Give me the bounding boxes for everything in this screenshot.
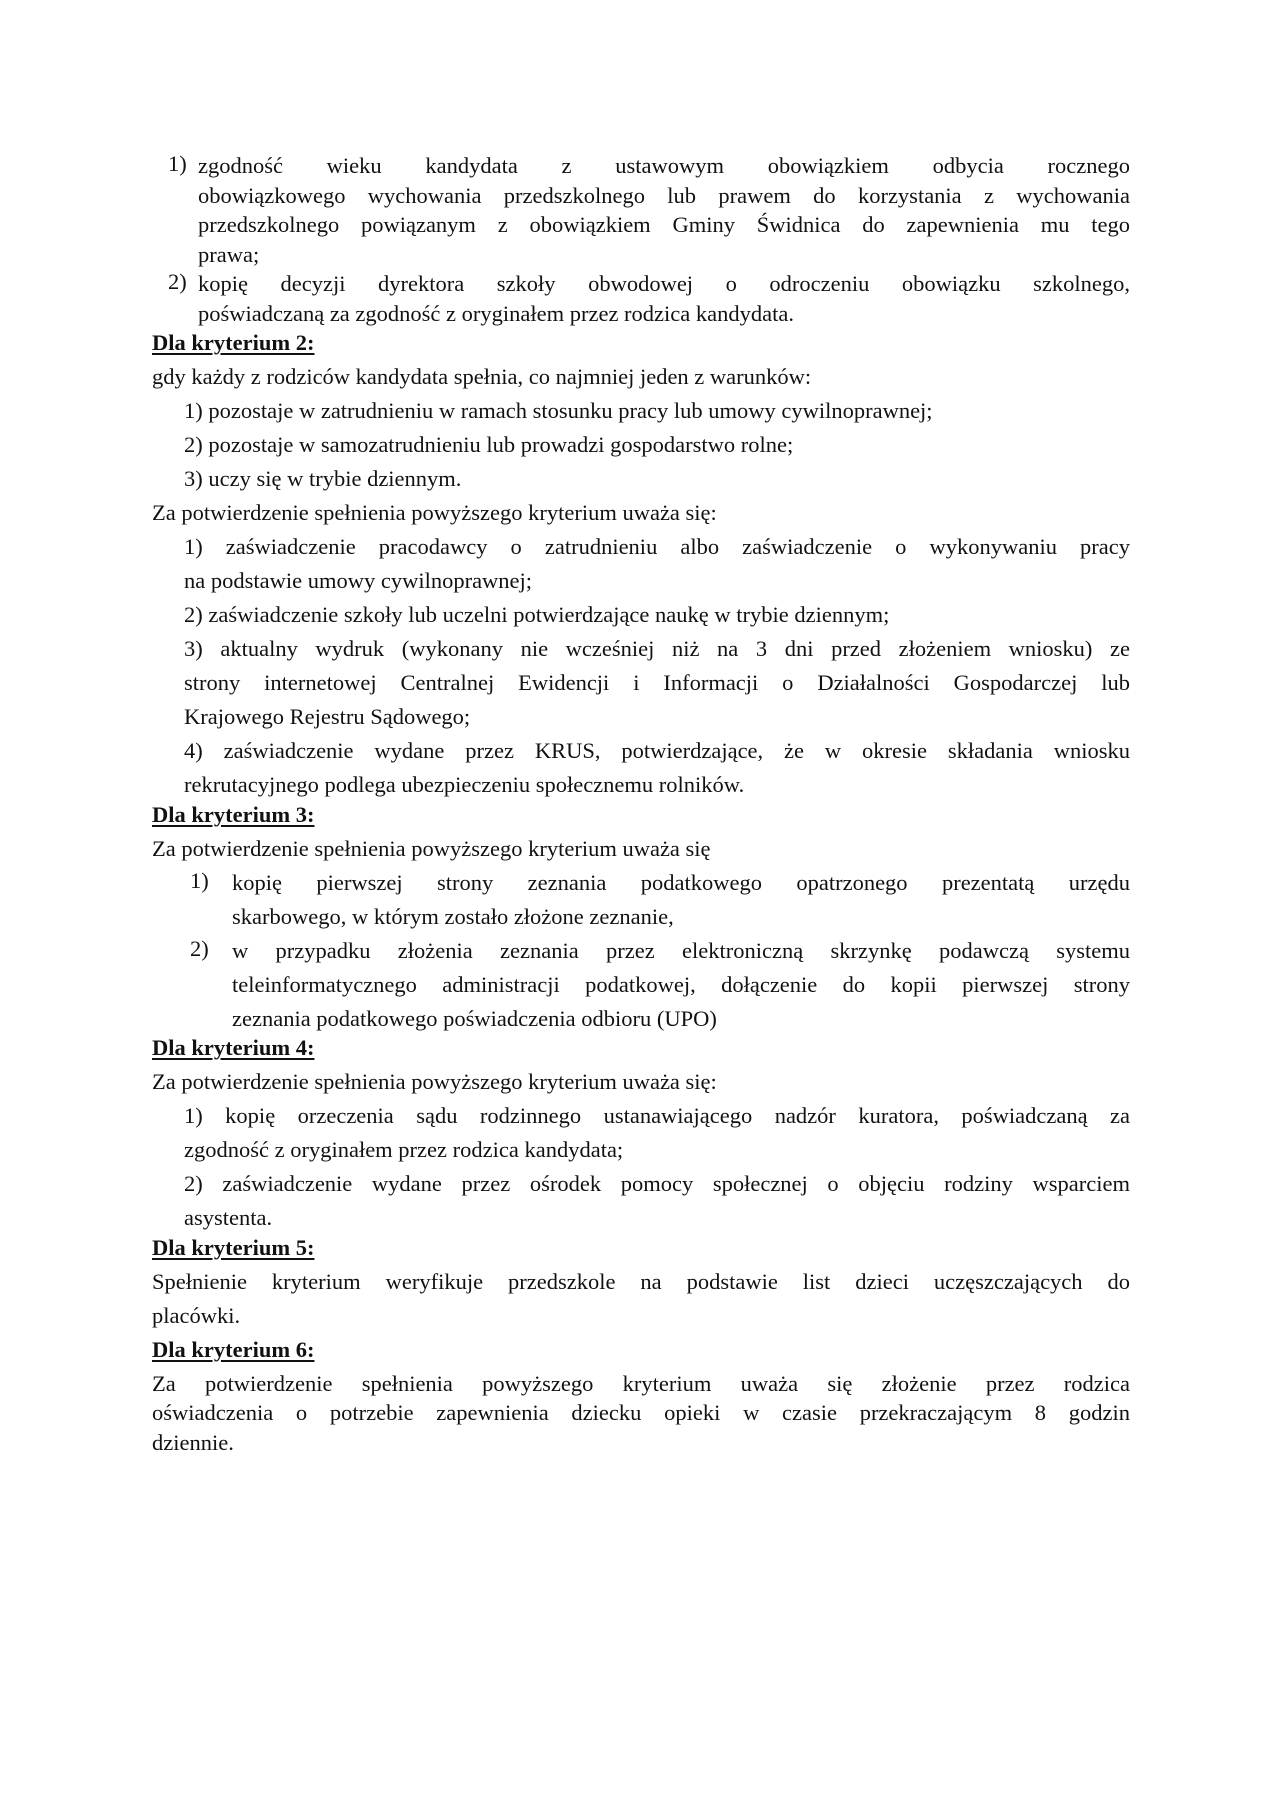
text-line: Krajowego Rejestru Sądowego; [184, 704, 471, 729]
list-item: 1) pozostaje w zatrudnieniu w ramach stosunku pracy lub umowy cywilnoprawnej; [184, 398, 933, 423]
paragraph-line: dziennie. [152, 1429, 234, 1455]
text-line: kopię decyzji dyrektora szkoły obwodowej o odroczeniu obowiązku szkolnego, [198, 271, 1130, 296]
list-number: 2) [190, 935, 209, 961]
list-item [152, 1101, 1130, 1165]
text-line: przedszkolnego powiązanym z obowiązkiem Gminy Świdnica do zapewnienia mu tego [198, 212, 1130, 237]
text-line: poświadczaną za zgodność z oryginałem przez rodzica kandydata. [198, 300, 794, 326]
paragraph-line: placówki. [152, 1302, 241, 1328]
paragraph-line: oświadczenia o potrzebie zapewnienia dziecku opieki w czasie przekraczającym 8 godzin [152, 1400, 1130, 1425]
text-line: kopię pierwszej strony zeznania podatkowego opatrzonego prezentatą urzędu [232, 869, 1130, 895]
list-item [152, 868, 1130, 932]
section-heading: Dla kryterium 2: [152, 330, 315, 355]
text-line: 2) zaświadczenie szkoły lub uczelni potwierdzające naukę w trybie dziennym; [184, 602, 890, 627]
list-item: 3) uczy się w trybie dziennym. [184, 466, 462, 491]
list-item [152, 736, 1130, 800]
list-item [152, 1169, 1130, 1233]
list-item: 2) pozostaje w samozatrudnieniu lub prowadzi gospodarstwo rolne; [184, 432, 794, 457]
list-item [152, 532, 1130, 596]
text-line: 2) zaświadczenie wydane przez ośrodek pomocy społecznej o objęciu rodziny wsparciem [184, 1171, 1130, 1196]
paragraph-line: Za potwierdzenie spełnienia powyższego kryterium uważa się złożenie przez rodzica [152, 1370, 1130, 1396]
paragraph: Za potwierdzenie spełnienia powyższego kryterium uważa się: [152, 1069, 717, 1094]
document-body [152, 151, 1130, 1457]
text-line: 4) zaświadczenie wydane przez KRUS, potwierdzające, że w okresie składania wniosku [184, 738, 1130, 763]
text-line: na podstawie umowy cywilnoprawnej; [184, 568, 533, 593]
text-line: teleinformatycznego administracji podatkowej, dołączenie do kopii pierwszej strony [232, 971, 1130, 997]
text-line: w przypadku złożenia zeznania przez elektroniczną skrzynkę podawczą systemu [232, 937, 1130, 963]
text-line: strony internetowej Centralnej Ewidencji i Informacji o Działalności Gospodarczej lub [184, 670, 1130, 695]
list-item [152, 634, 1130, 732]
text-line: 1) zaświadczenie pracodawcy o zatrudnieniu albo zaświadczenie o wykonywaniu pracy [184, 534, 1130, 559]
list-number: 1) [168, 151, 187, 176]
list-item [152, 269, 1130, 328]
list-number: 2) [168, 269, 187, 294]
text-line: 3) aktualny wydruk (wykonany nie wcześniej niż na 3 dni przed złożeniem wniosku) ze [184, 636, 1130, 661]
text-line: zgodność wieku kandydata z ustawowym obowiązkiem odbycia rocznego [198, 153, 1130, 178]
paragraph: Za potwierdzenie spełnienia powyższego kryterium uważa się [152, 835, 711, 861]
section-heading: Dla kryterium 3: [152, 801, 315, 827]
text-line: zgodność z oryginałem przez rodzica kandydata; [184, 1137, 624, 1162]
text-line: prawa; [198, 241, 260, 267]
paragraph-line: Spełnienie kryterium weryfikuje przedszkole na podstawie list dzieci uczęszczających do [152, 1268, 1130, 1294]
paragraph: gdy każdy z rodziców kandydata spełnia, co najmniej jeden z warunków: [152, 364, 812, 389]
text-line: asystenta. [184, 1205, 273, 1230]
text-line: skarbowego, w którym zostało złożone zeznanie, [232, 903, 674, 929]
text-line: rekrutacyjnego podlega ubezpieczeniu społecznemu rolników. [184, 772, 745, 797]
section-heading: Dla kryterium 4: [152, 1035, 315, 1060]
list-number: 1) [190, 867, 209, 893]
section-heading: Dla kryterium 6: [152, 1336, 315, 1362]
list-item [152, 936, 1130, 1034]
section-heading: Dla kryterium 5: [152, 1234, 315, 1260]
text-line: obowiązkowego wychowania przedszkolnego lub prawem do korzystania z wychowania [198, 182, 1130, 208]
text-line: 1) kopię orzeczenia sądu rodzinnego ustanawiającego nadzór kuratora, poświadczaną za [184, 1103, 1130, 1128]
list-item [152, 600, 1130, 630]
list-item [152, 151, 1130, 269]
paragraph: Za potwierdzenie spełnienia powyższego kryterium uważa się: [152, 500, 717, 525]
text-line: zeznania podatkowego poświadczenia odbioru (UPO) [232, 1005, 717, 1031]
